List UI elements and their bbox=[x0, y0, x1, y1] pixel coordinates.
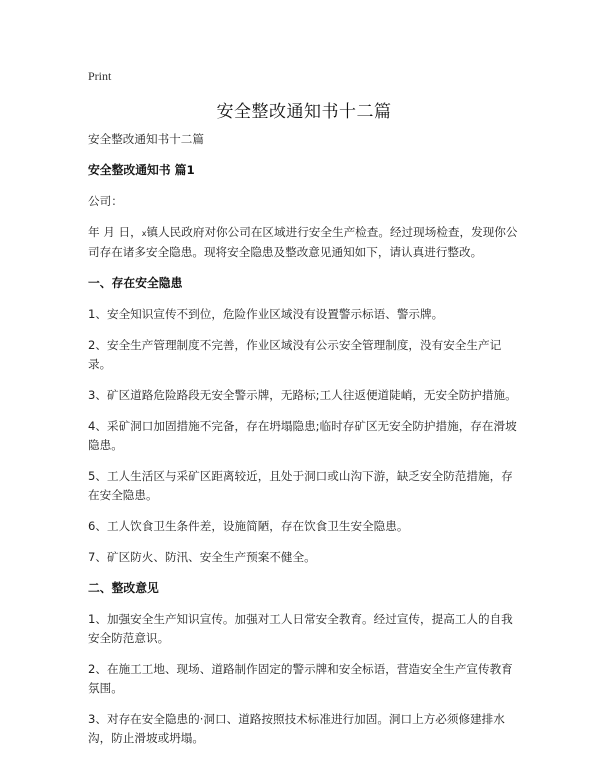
hazard-item: 4、采矿洞口加固措施不完备，存在坍塌隐患;临时存矿区无安全防护措施，存在滑坡隐患。 bbox=[88, 419, 517, 452]
hazard-item: 5、工人生活区与采矿区距离较近，且处于洞口或山沟下游，缺乏安全防范措施，存在安全隐患。 bbox=[88, 469, 513, 502]
rectification-item: 2、在施工工地、现场、道路制作固定的警示牌和安全标语，营造安全生产宣传教育氛围。 bbox=[88, 662, 513, 695]
hazard-item: 3、矿区道路危险路段无安全警示牌，无路标;工人往返便道陡峭，无安全防护措施。 bbox=[88, 388, 517, 402]
intro-date: 年 月 日， bbox=[88, 225, 142, 239]
section-heading-rectification: 二、整改意见 bbox=[88, 581, 159, 595]
document-subtitle: 安全整改通知书十二篇 bbox=[88, 132, 204, 146]
intro-text: 镇人民政府对你公司在区域进行安全生产检查。经过现场检查，发现你公司存在诸多安全隐患。现将安全隐患及整改意见通知如下，请认真进行整改。 bbox=[88, 225, 518, 259]
intro-small-mark: x bbox=[141, 229, 147, 238]
hazard-item: 2、安全生产管理制度不完善，作业区域没有公示安全管理制度，没有安全生产记录。 bbox=[88, 338, 502, 371]
article-heading: 安全整改通知书 篇1 bbox=[88, 163, 195, 177]
hazard-item: 1、安全知识宣传不到位，危险作业区域没有设置警示标语、警示牌。 bbox=[88, 307, 444, 321]
intro-paragraph bbox=[88, 223, 520, 262]
salutation: 公司： bbox=[88, 194, 123, 208]
hazard-item: 6、工人饮食卫生条件差，设施简陋，存在饮食卫生安全隐患。 bbox=[88, 519, 409, 533]
section-heading-hazards: 一、存在安全隐患 bbox=[88, 276, 183, 290]
document-title: 安全整改通知书十二篇 bbox=[216, 102, 392, 122]
rectification-item: 1、加强安全生产知识宣传。加强对工人日常安全教育。经过宣传，提高工人的自我安全防范意识。 bbox=[88, 612, 513, 645]
rectification-item: 3、对存在安全隐患的·洞口、道路按照技术标准进行加固。洞口上方必须修建排水沟，防止滑坡或坍塌。 bbox=[88, 712, 505, 745]
hazard-item: 7、矿区防火、防汛、安全生产预案不健全。 bbox=[88, 550, 316, 564]
print-label[interactable]: Print bbox=[88, 69, 112, 83]
document-body bbox=[88, 130, 520, 760]
